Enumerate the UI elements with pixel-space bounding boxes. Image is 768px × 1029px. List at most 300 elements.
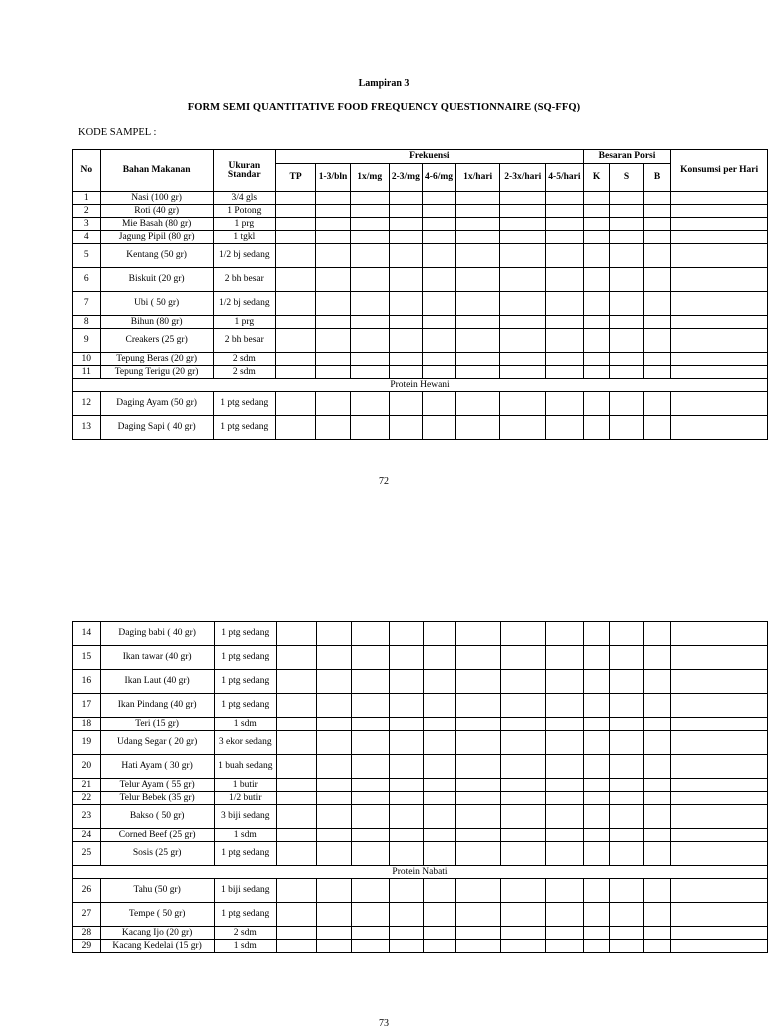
porsi-cell[interactable] — [643, 646, 671, 670]
frekuensi-cell[interactable] — [351, 927, 389, 940]
frekuensi-cell[interactable] — [277, 718, 317, 731]
frekuensi-cell[interactable] — [500, 903, 545, 927]
konsumsi-cell[interactable] — [671, 694, 768, 718]
frekuensi-cell[interactable] — [390, 805, 424, 829]
porsi-cell[interactable] — [583, 792, 610, 805]
porsi-cell[interactable] — [643, 329, 671, 353]
frekuensi-cell[interactable] — [500, 268, 546, 292]
frekuensi-cell[interactable] — [275, 329, 315, 353]
frekuensi-cell[interactable] — [500, 779, 545, 792]
konsumsi-cell[interactable] — [671, 366, 768, 379]
frekuensi-cell[interactable] — [277, 829, 317, 842]
frekuensi-cell[interactable] — [500, 694, 545, 718]
frekuensi-cell[interactable] — [456, 927, 500, 940]
frekuensi-cell[interactable] — [389, 205, 423, 218]
frekuensi-cell[interactable] — [317, 779, 352, 792]
porsi-cell[interactable] — [610, 646, 644, 670]
frekuensi-cell[interactable] — [423, 205, 456, 218]
frekuensi-cell[interactable] — [455, 231, 500, 244]
frekuensi-cell[interactable] — [500, 622, 545, 646]
frekuensi-cell[interactable] — [546, 694, 583, 718]
porsi-cell[interactable] — [610, 316, 643, 329]
frekuensi-cell[interactable] — [317, 829, 352, 842]
frekuensi-cell[interactable] — [500, 192, 546, 205]
porsi-cell[interactable] — [643, 416, 671, 440]
frekuensi-cell[interactable] — [277, 879, 317, 903]
frekuensi-cell[interactable] — [277, 940, 317, 953]
frekuensi-cell[interactable] — [423, 353, 456, 366]
porsi-cell[interactable] — [610, 755, 644, 779]
konsumsi-cell[interactable] — [671, 416, 768, 440]
frekuensi-cell[interactable] — [456, 879, 500, 903]
frekuensi-cell[interactable] — [546, 416, 584, 440]
konsumsi-cell[interactable] — [671, 779, 768, 792]
porsi-cell[interactable] — [643, 718, 671, 731]
frekuensi-cell[interactable] — [500, 755, 545, 779]
frekuensi-cell[interactable] — [546, 231, 584, 244]
frekuensi-cell[interactable] — [423, 842, 456, 866]
frekuensi-cell[interactable] — [390, 622, 424, 646]
porsi-cell[interactable] — [610, 366, 643, 379]
frekuensi-cell[interactable] — [456, 731, 500, 755]
frekuensi-cell[interactable] — [390, 927, 424, 940]
porsi-cell[interactable] — [583, 268, 610, 292]
frekuensi-cell[interactable] — [423, 192, 456, 205]
frekuensi-cell[interactable] — [423, 940, 456, 953]
porsi-cell[interactable] — [610, 829, 644, 842]
porsi-cell[interactable] — [583, 805, 610, 829]
frekuensi-cell[interactable] — [350, 192, 389, 205]
frekuensi-cell[interactable] — [500, 879, 545, 903]
frekuensi-cell[interactable] — [456, 718, 500, 731]
porsi-cell[interactable] — [643, 244, 671, 268]
frekuensi-cell[interactable] — [500, 416, 546, 440]
frekuensi-cell[interactable] — [317, 694, 352, 718]
porsi-cell[interactable] — [583, 755, 610, 779]
frekuensi-cell[interactable] — [546, 292, 584, 316]
frekuensi-cell[interactable] — [275, 268, 315, 292]
frekuensi-cell[interactable] — [423, 392, 456, 416]
porsi-cell[interactable] — [610, 218, 643, 231]
frekuensi-cell[interactable] — [316, 392, 351, 416]
porsi-cell[interactable] — [610, 416, 643, 440]
frekuensi-cell[interactable] — [500, 792, 545, 805]
frekuensi-cell[interactable] — [423, 646, 456, 670]
frekuensi-cell[interactable] — [546, 622, 583, 646]
porsi-cell[interactable] — [583, 731, 610, 755]
frekuensi-cell[interactable] — [500, 205, 546, 218]
frekuensi-cell[interactable] — [317, 940, 352, 953]
frekuensi-cell[interactable] — [317, 646, 352, 670]
porsi-cell[interactable] — [583, 779, 610, 792]
porsi-cell[interactable] — [583, 842, 610, 866]
frekuensi-cell[interactable] — [390, 670, 424, 694]
porsi-cell[interactable] — [643, 231, 671, 244]
frekuensi-cell[interactable] — [455, 218, 500, 231]
porsi-cell[interactable] — [643, 205, 671, 218]
frekuensi-cell[interactable] — [275, 292, 315, 316]
konsumsi-cell[interactable] — [671, 940, 768, 953]
frekuensi-cell[interactable] — [423, 805, 456, 829]
frekuensi-cell[interactable] — [389, 268, 423, 292]
frekuensi-cell[interactable] — [390, 940, 424, 953]
porsi-cell[interactable] — [583, 927, 610, 940]
porsi-cell[interactable] — [583, 292, 610, 316]
porsi-cell[interactable] — [610, 805, 644, 829]
frekuensi-cell[interactable] — [317, 670, 352, 694]
frekuensi-cell[interactable] — [317, 879, 352, 903]
frekuensi-cell[interactable] — [546, 218, 584, 231]
konsumsi-cell[interactable] — [671, 755, 768, 779]
frekuensi-cell[interactable] — [546, 268, 584, 292]
frekuensi-cell[interactable] — [350, 231, 389, 244]
porsi-cell[interactable] — [643, 940, 671, 953]
frekuensi-cell[interactable] — [390, 755, 424, 779]
frekuensi-cell[interactable] — [423, 329, 456, 353]
frekuensi-cell[interactable] — [546, 927, 583, 940]
frekuensi-cell[interactable] — [277, 779, 317, 792]
konsumsi-cell[interactable] — [671, 292, 768, 316]
frekuensi-cell[interactable] — [390, 829, 424, 842]
frekuensi-cell[interactable] — [456, 829, 500, 842]
frekuensi-cell[interactable] — [455, 192, 500, 205]
frekuensi-cell[interactable] — [350, 392, 389, 416]
frekuensi-cell[interactable] — [500, 731, 545, 755]
frekuensi-cell[interactable] — [456, 792, 500, 805]
porsi-cell[interactable] — [610, 718, 644, 731]
konsumsi-cell[interactable] — [671, 218, 768, 231]
frekuensi-cell[interactable] — [350, 329, 389, 353]
porsi-cell[interactable] — [643, 842, 671, 866]
konsumsi-cell[interactable] — [671, 927, 768, 940]
frekuensi-cell[interactable] — [350, 366, 389, 379]
frekuensi-cell[interactable] — [277, 670, 317, 694]
frekuensi-cell[interactable] — [351, 731, 389, 755]
frekuensi-cell[interactable] — [546, 829, 583, 842]
frekuensi-cell[interactable] — [275, 218, 315, 231]
frekuensi-cell[interactable] — [423, 879, 456, 903]
frekuensi-cell[interactable] — [389, 192, 423, 205]
frekuensi-cell[interactable] — [351, 829, 389, 842]
frekuensi-cell[interactable] — [351, 694, 389, 718]
frekuensi-cell[interactable] — [317, 903, 352, 927]
konsumsi-cell[interactable] — [671, 731, 768, 755]
frekuensi-cell[interactable] — [546, 940, 583, 953]
frekuensi-cell[interactable] — [350, 268, 389, 292]
frekuensi-cell[interactable] — [277, 731, 317, 755]
frekuensi-cell[interactable] — [456, 646, 500, 670]
frekuensi-cell[interactable] — [546, 353, 584, 366]
frekuensi-cell[interactable] — [500, 842, 545, 866]
porsi-cell[interactable] — [583, 416, 610, 440]
frekuensi-cell[interactable] — [317, 805, 352, 829]
porsi-cell[interactable] — [583, 646, 610, 670]
porsi-cell[interactable] — [610, 731, 644, 755]
frekuensi-cell[interactable] — [317, 622, 352, 646]
konsumsi-cell[interactable] — [671, 316, 768, 329]
porsi-cell[interactable] — [610, 329, 643, 353]
frekuensi-cell[interactable] — [351, 842, 389, 866]
porsi-cell[interactable] — [583, 829, 610, 842]
konsumsi-cell[interactable] — [671, 192, 768, 205]
frekuensi-cell[interactable] — [500, 927, 545, 940]
frekuensi-cell[interactable] — [500, 329, 546, 353]
frekuensi-cell[interactable] — [500, 244, 546, 268]
konsumsi-cell[interactable] — [671, 805, 768, 829]
konsumsi-cell[interactable] — [671, 792, 768, 805]
porsi-cell[interactable] — [643, 622, 671, 646]
frekuensi-cell[interactable] — [500, 829, 545, 842]
konsumsi-cell[interactable] — [671, 829, 768, 842]
frekuensi-cell[interactable] — [390, 903, 424, 927]
porsi-cell[interactable] — [583, 670, 610, 694]
frekuensi-cell[interactable] — [546, 205, 584, 218]
frekuensi-cell[interactable] — [351, 805, 389, 829]
frekuensi-cell[interactable] — [275, 192, 315, 205]
frekuensi-cell[interactable] — [389, 392, 423, 416]
porsi-cell[interactable] — [610, 192, 643, 205]
frekuensi-cell[interactable] — [455, 268, 500, 292]
frekuensi-cell[interactable] — [350, 353, 389, 366]
frekuensi-cell[interactable] — [500, 353, 546, 366]
frekuensi-cell[interactable] — [317, 718, 352, 731]
frekuensi-cell[interactable] — [456, 755, 500, 779]
frekuensi-cell[interactable] — [546, 329, 584, 353]
frekuensi-cell[interactable] — [350, 416, 389, 440]
frekuensi-cell[interactable] — [316, 329, 351, 353]
frekuensi-cell[interactable] — [423, 292, 456, 316]
frekuensi-cell[interactable] — [546, 670, 583, 694]
frekuensi-cell[interactable] — [390, 792, 424, 805]
frekuensi-cell[interactable] — [316, 231, 351, 244]
porsi-cell[interactable] — [610, 268, 643, 292]
porsi-cell[interactable] — [643, 670, 671, 694]
frekuensi-cell[interactable] — [277, 792, 317, 805]
porsi-cell[interactable] — [583, 879, 610, 903]
frekuensi-cell[interactable] — [455, 416, 500, 440]
porsi-cell[interactable] — [643, 392, 671, 416]
frekuensi-cell[interactable] — [546, 779, 583, 792]
porsi-cell[interactable] — [610, 292, 643, 316]
frekuensi-cell[interactable] — [423, 903, 456, 927]
frekuensi-cell[interactable] — [455, 292, 500, 316]
frekuensi-cell[interactable] — [456, 805, 500, 829]
konsumsi-cell[interactable] — [671, 205, 768, 218]
frekuensi-cell[interactable] — [423, 416, 456, 440]
frekuensi-cell[interactable] — [390, 718, 424, 731]
frekuensi-cell[interactable] — [316, 244, 351, 268]
frekuensi-cell[interactable] — [500, 292, 546, 316]
frekuensi-cell[interactable] — [277, 903, 317, 927]
porsi-cell[interactable] — [643, 292, 671, 316]
frekuensi-cell[interactable] — [351, 646, 389, 670]
konsumsi-cell[interactable] — [671, 329, 768, 353]
porsi-cell[interactable] — [643, 879, 671, 903]
frekuensi-cell[interactable] — [389, 416, 423, 440]
porsi-cell[interactable] — [610, 792, 644, 805]
konsumsi-cell[interactable] — [671, 646, 768, 670]
konsumsi-cell[interactable] — [671, 842, 768, 866]
frekuensi-cell[interactable] — [389, 218, 423, 231]
frekuensi-cell[interactable] — [423, 622, 456, 646]
frekuensi-cell[interactable] — [456, 694, 500, 718]
frekuensi-cell[interactable] — [389, 316, 423, 329]
frekuensi-cell[interactable] — [316, 316, 351, 329]
konsumsi-cell[interactable] — [671, 268, 768, 292]
porsi-cell[interactable] — [643, 268, 671, 292]
frekuensi-cell[interactable] — [390, 842, 424, 866]
frekuensi-cell[interactable] — [316, 366, 351, 379]
porsi-cell[interactable] — [583, 940, 610, 953]
porsi-cell[interactable] — [610, 670, 644, 694]
frekuensi-cell[interactable] — [423, 829, 456, 842]
frekuensi-cell[interactable] — [423, 218, 456, 231]
frekuensi-cell[interactable] — [277, 842, 317, 866]
frekuensi-cell[interactable] — [423, 927, 456, 940]
frekuensi-cell[interactable] — [500, 646, 545, 670]
frekuensi-cell[interactable] — [423, 779, 456, 792]
porsi-cell[interactable] — [610, 903, 644, 927]
frekuensi-cell[interactable] — [277, 755, 317, 779]
porsi-cell[interactable] — [643, 779, 671, 792]
frekuensi-cell[interactable] — [546, 646, 583, 670]
porsi-cell[interactable] — [610, 927, 644, 940]
frekuensi-cell[interactable] — [423, 755, 456, 779]
frekuensi-cell[interactable] — [389, 231, 423, 244]
frekuensi-cell[interactable] — [389, 353, 423, 366]
frekuensi-cell[interactable] — [316, 353, 351, 366]
porsi-cell[interactable] — [643, 353, 671, 366]
frekuensi-cell[interactable] — [456, 670, 500, 694]
frekuensi-cell[interactable] — [455, 366, 500, 379]
frekuensi-cell[interactable] — [500, 805, 545, 829]
frekuensi-cell[interactable] — [456, 779, 500, 792]
frekuensi-cell[interactable] — [423, 231, 456, 244]
frekuensi-cell[interactable] — [316, 218, 351, 231]
frekuensi-cell[interactable] — [456, 842, 500, 866]
porsi-cell[interactable] — [643, 316, 671, 329]
porsi-cell[interactable] — [610, 842, 644, 866]
frekuensi-cell[interactable] — [389, 292, 423, 316]
frekuensi-cell[interactable] — [456, 903, 500, 927]
frekuensi-cell[interactable] — [455, 316, 500, 329]
frekuensi-cell[interactable] — [350, 205, 389, 218]
konsumsi-cell[interactable] — [671, 903, 768, 927]
porsi-cell[interactable] — [610, 392, 643, 416]
frekuensi-cell[interactable] — [317, 792, 352, 805]
frekuensi-cell[interactable] — [350, 244, 389, 268]
frekuensi-cell[interactable] — [455, 392, 500, 416]
porsi-cell[interactable] — [610, 622, 644, 646]
frekuensi-cell[interactable] — [500, 316, 546, 329]
frekuensi-cell[interactable] — [455, 353, 500, 366]
frekuensi-cell[interactable] — [351, 903, 389, 927]
konsumsi-cell[interactable] — [671, 622, 768, 646]
frekuensi-cell[interactable] — [500, 670, 545, 694]
frekuensi-cell[interactable] — [317, 731, 352, 755]
frekuensi-cell[interactable] — [351, 622, 389, 646]
frekuensi-cell[interactable] — [390, 879, 424, 903]
frekuensi-cell[interactable] — [317, 842, 352, 866]
konsumsi-cell[interactable] — [671, 244, 768, 268]
frekuensi-cell[interactable] — [546, 842, 583, 866]
frekuensi-cell[interactable] — [546, 244, 584, 268]
frekuensi-cell[interactable] — [546, 366, 584, 379]
frekuensi-cell[interactable] — [317, 755, 352, 779]
porsi-cell[interactable] — [643, 731, 671, 755]
konsumsi-cell[interactable] — [671, 353, 768, 366]
porsi-cell[interactable] — [583, 903, 610, 927]
porsi-cell[interactable] — [610, 231, 643, 244]
frekuensi-cell[interactable] — [423, 268, 456, 292]
frekuensi-cell[interactable] — [423, 731, 456, 755]
frekuensi-cell[interactable] — [350, 218, 389, 231]
frekuensi-cell[interactable] — [546, 755, 583, 779]
frekuensi-cell[interactable] — [316, 416, 351, 440]
porsi-cell[interactable] — [643, 694, 671, 718]
frekuensi-cell[interactable] — [500, 392, 546, 416]
frekuensi-cell[interactable] — [389, 329, 423, 353]
frekuensi-cell[interactable] — [275, 244, 315, 268]
frekuensi-cell[interactable] — [500, 718, 545, 731]
frekuensi-cell[interactable] — [500, 218, 546, 231]
frekuensi-cell[interactable] — [546, 392, 584, 416]
frekuensi-cell[interactable] — [389, 244, 423, 268]
porsi-cell[interactable] — [583, 316, 610, 329]
porsi-cell[interactable] — [583, 244, 610, 268]
porsi-cell[interactable] — [643, 192, 671, 205]
frekuensi-cell[interactable] — [423, 694, 456, 718]
frekuensi-cell[interactable] — [277, 927, 317, 940]
porsi-cell[interactable] — [643, 792, 671, 805]
frekuensi-cell[interactable] — [455, 329, 500, 353]
frekuensi-cell[interactable] — [277, 622, 317, 646]
frekuensi-cell[interactable] — [500, 366, 546, 379]
porsi-cell[interactable] — [610, 779, 644, 792]
porsi-cell[interactable] — [610, 694, 644, 718]
frekuensi-cell[interactable] — [316, 205, 351, 218]
porsi-cell[interactable] — [610, 205, 643, 218]
frekuensi-cell[interactable] — [423, 792, 456, 805]
frekuensi-cell[interactable] — [423, 718, 456, 731]
frekuensi-cell[interactable] — [275, 205, 315, 218]
frekuensi-cell[interactable] — [277, 646, 317, 670]
frekuensi-cell[interactable] — [500, 940, 545, 953]
frekuensi-cell[interactable] — [277, 805, 317, 829]
porsi-cell[interactable] — [583, 392, 610, 416]
frekuensi-cell[interactable] — [350, 316, 389, 329]
frekuensi-cell[interactable] — [351, 779, 389, 792]
porsi-cell[interactable] — [643, 366, 671, 379]
frekuensi-cell[interactable] — [275, 231, 315, 244]
konsumsi-cell[interactable] — [671, 392, 768, 416]
frekuensi-cell[interactable] — [456, 622, 500, 646]
frekuensi-cell[interactable] — [317, 927, 352, 940]
frekuensi-cell[interactable] — [351, 670, 389, 694]
frekuensi-cell[interactable] — [275, 366, 315, 379]
frekuensi-cell[interactable] — [423, 366, 456, 379]
porsi-cell[interactable] — [610, 879, 644, 903]
frekuensi-cell[interactable] — [350, 292, 389, 316]
frekuensi-cell[interactable] — [275, 416, 315, 440]
frekuensi-cell[interactable] — [275, 392, 315, 416]
porsi-cell[interactable] — [583, 366, 610, 379]
frekuensi-cell[interactable] — [546, 316, 584, 329]
frekuensi-cell[interactable] — [277, 694, 317, 718]
frekuensi-cell[interactable] — [546, 805, 583, 829]
frekuensi-cell[interactable] — [546, 903, 583, 927]
frekuensi-cell[interactable] — [423, 244, 456, 268]
